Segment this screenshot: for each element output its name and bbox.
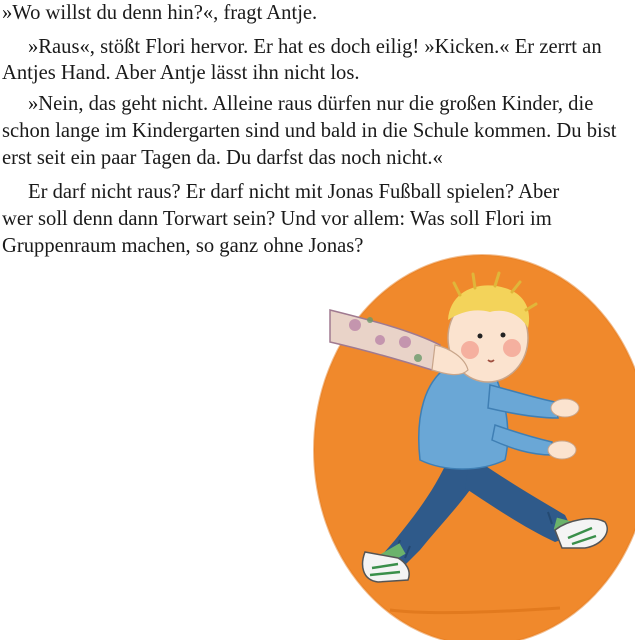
text-line: erst seit ein paar Tagen da. Du darfst das noch nicht.« — [2, 147, 443, 169]
text-line: Antjes Hand. Aber Antje lässt ihn nicht los. — [2, 62, 360, 84]
text-line: »Nein, das geht nicht. Alleine raus dürfen nur die großen Kinder, die — [28, 93, 594, 115]
text-line: Er darf nicht raus? Er darf nicht mit Jonas Fußball spielen? Aber — [28, 181, 560, 203]
boy-running-illustration — [300, 250, 635, 640]
text-line: schon lange im Kindergarten sind und bald in die Schule kommen. Du bist — [2, 120, 617, 142]
text-line: »Raus«, stößt Flori hervor. Er hat es doch eilig! »Kicken.« Er zerrt an — [28, 36, 602, 58]
text-line: »Wo willst du denn hin?«, fragt Antje. — [2, 2, 318, 24]
text-line: wer soll denn dann Torwart sein? Und vor allem: Was soll Flori im — [2, 208, 552, 230]
text-line: Gruppenraum machen, so ganz ohne Jonas? — [2, 235, 364, 257]
